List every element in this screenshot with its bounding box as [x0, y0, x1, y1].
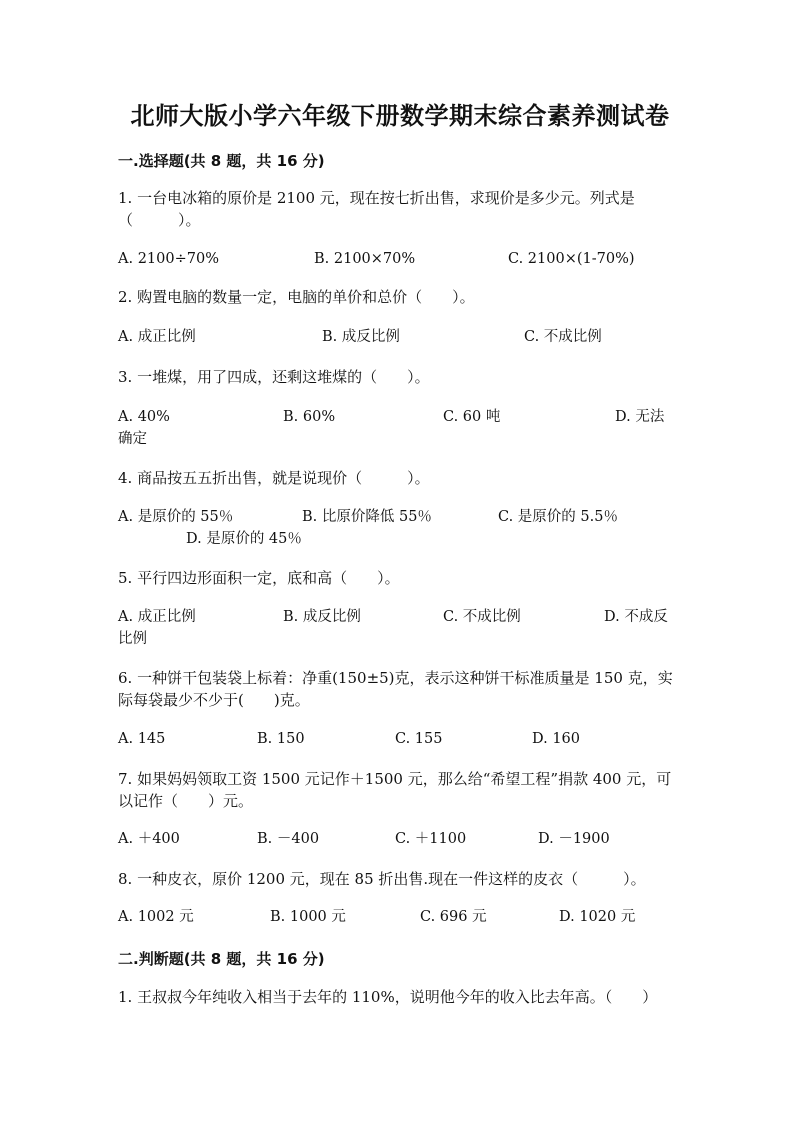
question-7: 7. 如果妈妈领取工资 1500 元记作＋1500 元，那么给“希望工程”捐款 400 元，可以记作（ ）元。	[118, 770, 672, 810]
q3-option-d: D. 无法	[615, 409, 665, 425]
page-title: 北师大版小学六年级下册数学期末综合素养测试卷	[130, 101, 670, 130]
q2-option-b: B. 成反比例	[322, 329, 400, 345]
question-5: 5. 平行四边形面积一定，底和高（ ）。	[118, 569, 400, 587]
question-3: 3. 一堆煤，用了四成，还剩这堆煤的（ ）。	[118, 368, 430, 386]
q5-option-d-wrap: 比例	[118, 631, 147, 647]
section-heading-choice: 一.选择题(共 8 题，共 16 分)	[118, 152, 325, 170]
q6-option-a: A. 145	[118, 731, 166, 747]
q7-option-c: C. ＋1100	[395, 831, 467, 847]
q8-option-a: A. 1002 元	[118, 909, 194, 925]
q2-option-c: C. 不成比例	[524, 329, 602, 345]
q8-option-d: D. 1020 元	[559, 909, 636, 925]
q4-option-a: A. 是原价的 55％	[118, 509, 234, 525]
q5-option-b: B. 成反比例	[283, 609, 361, 625]
q4-option-b: B. 比原价降低 55％	[302, 509, 432, 525]
q2-option-a: A. 成正比例	[118, 329, 196, 345]
question-1: 1. 一台电冰箱的原价是 2100 元，现在按七折出售，求现价是多少元。列式是（ ）。	[118, 189, 635, 229]
q4-option-c: C. 是原价的 5.5％	[498, 509, 618, 525]
q5-option-c: C. 不成比例	[443, 609, 521, 625]
q4-option-d: D. 是原价的 45％	[186, 531, 302, 547]
q3-option-b: B. 60%	[283, 409, 336, 425]
section-heading-judge: 二.判断题(共 8 题，共 16 分)	[118, 950, 325, 968]
q3-option-c: C. 60 吨	[443, 409, 501, 425]
q6-option-b: B. 150	[257, 731, 305, 747]
q6-option-d: D. 160	[532, 731, 581, 747]
q8-option-c: C. 696 元	[420, 909, 487, 925]
question-4: 4. 商品按五五折出售，就是说现价（ ）。	[118, 469, 430, 487]
q7-option-b: B. －400	[257, 831, 320, 847]
q6-option-c: C. 155	[395, 731, 443, 747]
judge-question-1: 1. 王叔叔今年纯收入相当于去年的 110%，说明他今年的收入比去年高。（ ）	[118, 988, 658, 1006]
q3-option-d-wrap: 确定	[118, 431, 147, 447]
question-8: 8. 一种皮衣，原价 1200 元，现在 85 折出售.现在一件这样的皮衣（ ）。	[118, 870, 646, 888]
question-6: 6. 一种饼干包装袋上标着：净重(150±5)克，表示这种饼干标准质量是 150 克，实际每袋最少不少于( )克。	[118, 669, 673, 709]
q8-option-b: B. 1000 元	[270, 909, 346, 925]
q7-option-d: D. －1900	[538, 831, 610, 847]
q3-option-a: A. 40%	[118, 409, 170, 425]
q1-option-b: B. 2100×70%	[314, 251, 416, 267]
q1-option-a: A. 2100÷70%	[118, 251, 219, 267]
q5-option-a: A. 成正比例	[118, 609, 196, 625]
q7-option-a: A. ＋400	[118, 831, 180, 847]
question-2: 2. 购置电脑的数量一定，电脑的单价和总价（ ）。	[118, 288, 475, 306]
q1-option-c: C. 2100×(1-70%)	[508, 251, 635, 267]
q5-option-d: D. 不成反	[604, 609, 668, 625]
